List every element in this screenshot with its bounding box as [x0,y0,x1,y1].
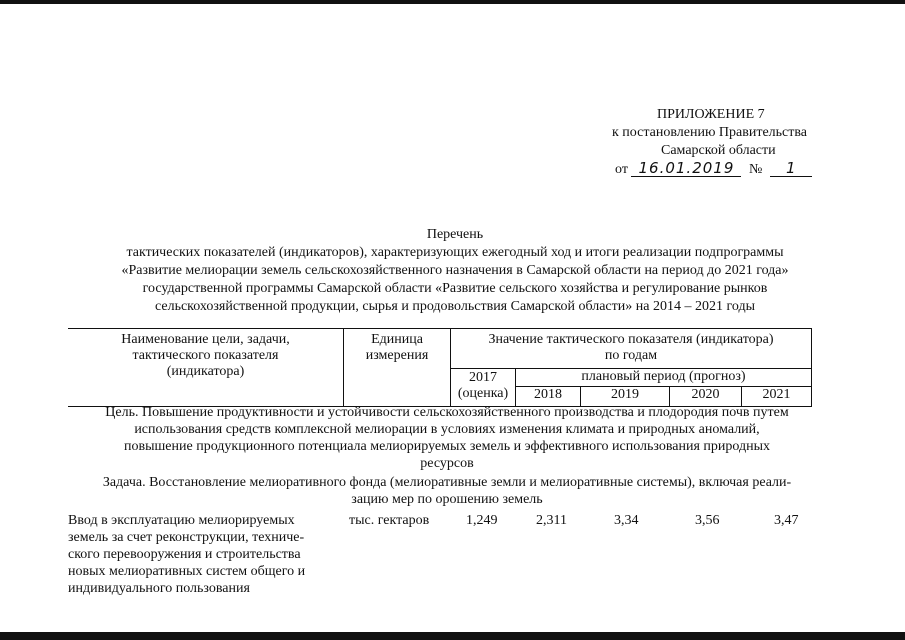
header-col-unit-l2: измерения [365,348,429,363]
task-text [62,474,832,508]
indicator-value-2020: 3,56 [695,513,720,528]
header-year-2020: 2020 [670,386,742,406]
header-year-2017 [451,369,516,407]
header-col-values-l1: Значение тактического показателя (индикатора) [488,332,774,347]
document-title [60,226,850,316]
title-line-1: тактических показателей (индикаторов), характеризующих ежегодный ход и итоги реализации подпрограммы [126,245,784,260]
header-col-name-l1: Наименование цели, задачи, [121,332,290,347]
header-col-name-l2: тактического показателя [132,348,279,363]
indicator-value-2021: 3,47 [774,513,799,528]
indicator-name-l4: новых мелиоративных систем общего и [68,564,306,579]
header-year-2019: 2019 [581,386,670,406]
header-col-name-l3: (индикатора) [166,364,245,379]
header-estimate-label: (оценка) [457,386,509,401]
indicator-name-l5: индивидуального пользования [68,581,250,596]
header-col-values-l2: по годам [604,348,658,363]
title-line-2: «Развитие мелиорации земель сельскохозяйственного назначения в Самарской области на период до 2021 года» [121,263,789,278]
header-col-unit-l1: Единица [371,332,423,347]
indicator-unit: тыс. гектаров [349,513,430,528]
indicator-value-2017: 1,249 [466,513,498,528]
appendix-resolution: к постановлению Правительства [612,125,808,140]
goal-line-4: ресурсов [420,456,474,471]
goal-line-1: Цель. Повышение продуктивности и устойчивости сельскохозяйственного производства и плодородия почв путем [105,405,789,420]
goal-text [62,404,832,472]
indicator-value-2018: 2,311 [536,513,567,528]
handwritten-number: 1 [770,161,812,177]
goal-line-3: повышение продукционного потенциала мелиорируемых земель и эффективного использования природных [124,439,770,454]
goal-line-2: использования средств комплексной мелиорации в условиях изменения климата и природных аномалий, [134,422,760,437]
header-year-2018: 2018 [516,386,581,406]
scan-border-bottom [0,632,905,640]
header-year-2021: 2021 [742,386,812,406]
title-line-3: государственной программы Самарской области «Развитие сельского хозяйства и регулирование рынков [142,281,768,296]
title-line-4: сельскохозяйственной продукции, сырья и продовольствия Самарской области» на 2014 – 2021 годы [155,299,755,314]
task-line-2: зацию мер по орошению земель [351,492,543,507]
header-col-name [68,329,344,407]
header-plan-period: плановый период (прогноз) [516,369,812,387]
indicator-row-name [68,512,343,597]
title-heading: Перечень [426,227,484,242]
header-year-2017-label: 2017 [469,370,497,385]
appendix-region: Самарской области [661,143,776,158]
number-label: № [748,162,763,177]
appendix-block [590,106,850,179]
indicator-name-l3: ского перевооружения и строительства [68,547,301,562]
appendix-title: ПРИЛОЖЕНИЕ 7 [657,107,765,122]
indicator-name-l2: земель за счет реконструкции, техниче- [68,530,305,545]
indicator-value-2019: 3,34 [614,513,639,528]
header-col-unit [344,329,451,407]
appendix-date-line [590,161,850,179]
from-label: от [615,162,628,177]
scan-border-top [0,0,905,4]
task-line-1: Задача. Восстановление мелиоративного фонда (мелиоративные земли и мелиоративные системы), включая реали- [102,475,792,490]
header-col-values [451,329,812,369]
indicator-table-header [68,328,812,407]
indicator-name-l1: Ввод в эксплуатацию мелиорируемых [68,513,295,528]
handwritten-date: 16.01.2019 [631,161,741,177]
